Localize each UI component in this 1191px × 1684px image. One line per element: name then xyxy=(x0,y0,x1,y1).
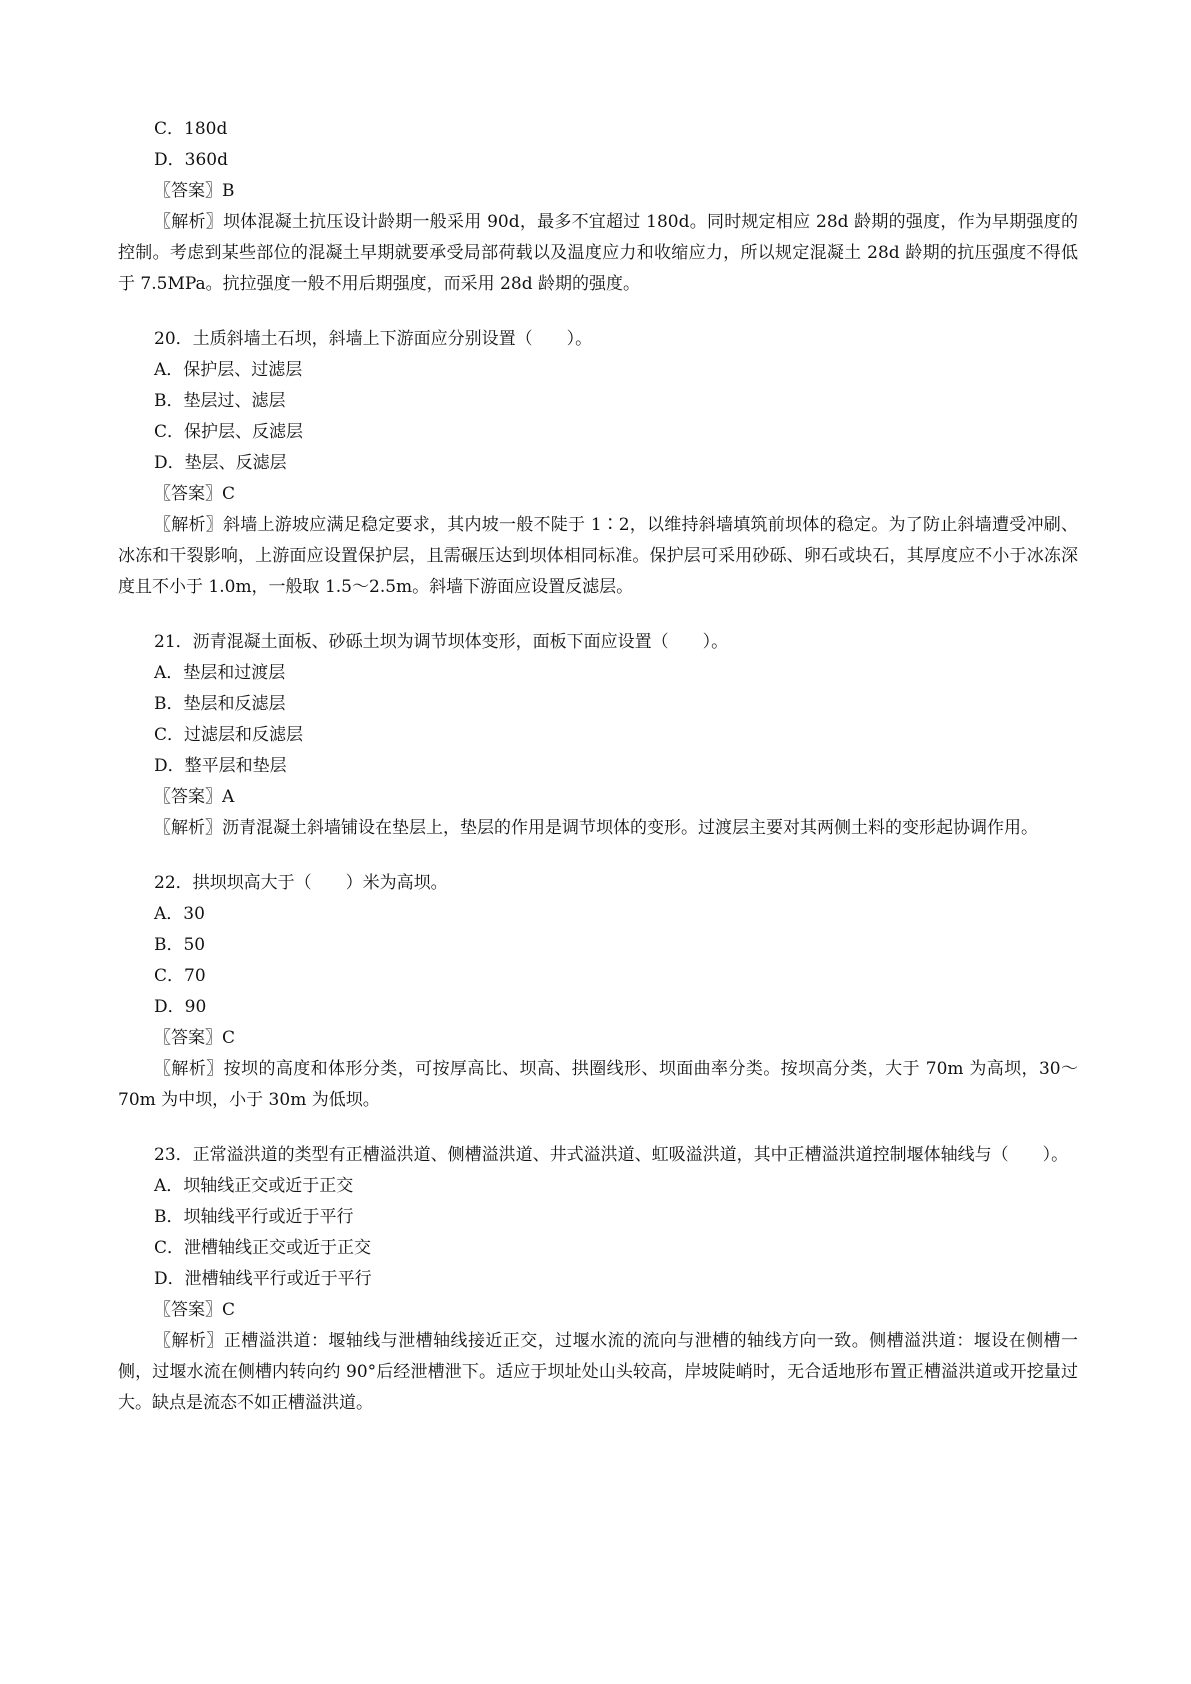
answer-line: 〖答案〗C xyxy=(154,484,236,504)
question-21 xyxy=(118,627,1078,844)
option-a: A．垫层和过渡层 xyxy=(154,663,286,683)
option-b: B．50 xyxy=(154,935,206,955)
page-content xyxy=(118,114,1078,1419)
question-22 xyxy=(118,868,1078,1116)
option-d: D．整平层和垫层 xyxy=(154,756,287,776)
answer-line: 〖答案〗A xyxy=(154,787,235,807)
option-c: C．过滤层和反滤层 xyxy=(154,725,304,745)
analysis-paragraph: 〖解析〗按坝的高度和体形分类，可按厚高比、坝高、拱圈线形、坝面曲率分类。按坝高分类，大于 70m 为高坝，30～70m 为中坝，小于 30m 为低坝。 xyxy=(118,1059,1078,1110)
question-23 xyxy=(118,1140,1078,1419)
question-stem: 21．沥青混凝土面板、砂砾土坝为调节坝体变形，面板下面应设置（ ）。 xyxy=(154,632,729,652)
option-b: B．垫层过、滤层 xyxy=(154,391,286,411)
question-stem: 20．土质斜墙土石坝，斜墙上下游面应分别设置（ ）。 xyxy=(154,329,593,349)
question-stem: 23．正常溢洪道的类型有正槽溢洪道、侧槽溢洪道、井式溢洪道、虹吸溢洪道，其中正槽溢洪道控制堰体轴线与（ ）。 xyxy=(154,1145,1069,1165)
analysis-paragraph: 〖解析〗正槽溢洪道：堰轴线与泄槽轴线接近正交，过堰水流的流向与泄槽的轴线方向一致。侧槽溢洪道：堰设在侧槽一侧，过堰水流在侧槽内转向约 90°后经泄槽泄下。适应于坝址处山头较高，岸坡陡峭时，无合适地形布置正槽溢洪道或开挖量过大。缺点是流态不如正槽溢洪道。 xyxy=(118,1331,1078,1413)
option-c: C．保护层、反滤层 xyxy=(154,422,304,442)
option-b: B．垫层和反滤层 xyxy=(154,694,286,714)
analysis-paragraph: 〖解析〗坝体混凝土抗压设计龄期一般采用 90d，最多不宜超过 180d。同时规定相应 28d 龄期的强度，作为早期强度的控制。考虑到某些部位的混凝土早期就要承受局部荷载以及温度应力和收缩应力，所以规定混凝土 28d 龄期的抗压强度不得低于 7.5MPa。抗拉强度一般不用后期强度，而采用 28d 龄期的强度。 xyxy=(118,212,1078,294)
analysis-paragraph: 〖解析〗沥青混凝土斜墙铺设在垫层上，垫层的作用是调节坝体的变形。过渡层主要对其两侧土料的变形起协调作用。 xyxy=(154,818,1038,838)
option-c: C．泄槽轴线正交或近于正交 xyxy=(154,1238,372,1258)
option-b: B．坝轴线平行或近于平行 xyxy=(154,1207,354,1227)
answer-line: 〖答案〗B xyxy=(154,181,235,201)
question-20 xyxy=(118,324,1078,603)
option-c: C．70 xyxy=(154,966,206,986)
option-d: D．泄槽轴线平行或近于平行 xyxy=(154,1269,372,1289)
option-d: D．垫层、反滤层 xyxy=(154,453,287,473)
option-d: D．90 xyxy=(154,997,207,1017)
option-a: A．30 xyxy=(154,904,205,924)
question-stem: 22．拱坝坝高大于（ ）米为高坝。 xyxy=(154,873,448,893)
option-a: A．保护层、过滤层 xyxy=(154,360,303,380)
analysis-paragraph: 〖解析〗斜墙上游坡应满足稳定要求，其内坡一般不陡于 1∶2，以维持斜墙填筑前坝体的稳定。为了防止斜墙遭受冲刷、冰冻和干裂影响，上游面应设置保护层，且需碾压达到坝体相同标准。保护层可采用砂砾、卵石或块石，其厚度应不小于冰冻深度且不小于 1.0m，一般取 1.5～2.5m。斜墙下游面应设置反滤层。 xyxy=(118,515,1078,597)
question-19-tail xyxy=(118,114,1078,300)
answer-line: 〖答案〗C xyxy=(154,1028,236,1048)
option-a: A．坝轴线正交或近于正交 xyxy=(154,1176,354,1196)
option-d: D．360d xyxy=(154,150,228,170)
answer-line: 〖答案〗C xyxy=(154,1300,236,1320)
option-c: C．180d xyxy=(154,119,228,139)
